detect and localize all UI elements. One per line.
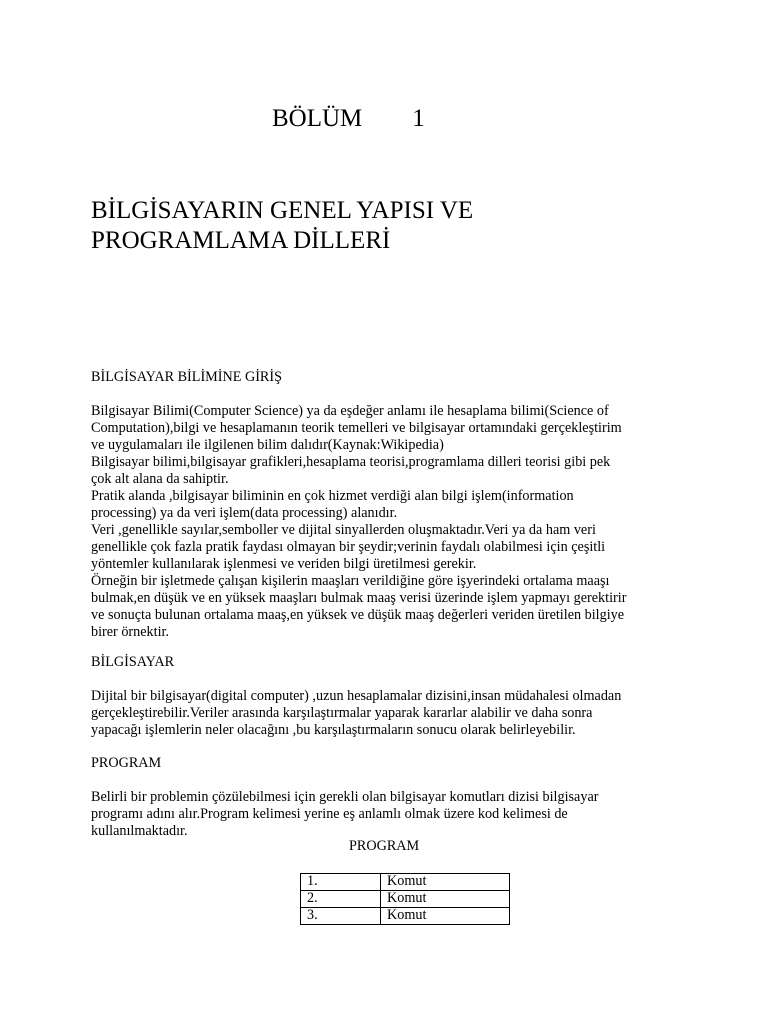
section-body-computer [91, 688, 691, 739]
text-line: processing) ya da veri işlem(data processing) alanıdır. [91, 505, 398, 521]
table-row [301, 908, 510, 925]
text-line: Örneğin bir işletmede çalışan kişilerin maaşları verildiğine göre işyerindeki ortalama maaşı [91, 573, 610, 589]
table-cell-step: 2. [301, 891, 381, 908]
program-table-title: PROGRAM [349, 838, 420, 854]
section-heading-computer: BİLGİSAYAR [91, 654, 175, 670]
title-line: PROGRAMLAMA DİLLERİ [91, 227, 391, 254]
text-line: ve sonuçta bulunan ortalama maaş,en yüksek ve düşük maaş değerleri veriden üretilen bilgiye [91, 607, 625, 623]
text-line: yapacağı işlemlerin neler olacağını ,bu karşılaştırmaların sonucu olarak belirleyebilir. [91, 722, 576, 738]
text-line: Veri ,genellikle sayılar,semboller ve dijital sinyallerden oluşmaktadır.Veri ya da ham veri [91, 522, 596, 538]
text-line: Computation),bilgi ve hesaplamanın teorik temelleri ve bilgisayar ortamındaki gerçekleştirim [91, 420, 622, 436]
section-heading-program: PROGRAM [91, 755, 162, 771]
text-line: Pratik alanda ,bilgisayar biliminin en çok hizmet verdiği alan bilgi işlem(information [91, 488, 574, 504]
text-line: Dijital bir bilgisayar(digital computer) ,uzun hesaplamalar dizisini,insan müdahalesi olmadan [91, 688, 622, 704]
text-line: çok alt alana da sahiptir. [91, 471, 229, 487]
section-body-program [91, 789, 691, 840]
table-cell-step: 3. [301, 908, 381, 925]
section-body-intro [91, 403, 691, 641]
text-line: bulmak,en düşük ve en yüksek maaşları bulmak maaş verisi üzerinde işlem yapmayı gerektirir [91, 590, 627, 606]
table-cell-command: Komut [381, 874, 510, 891]
text-line: programı adını alır.Program kelimesi yerine eş anlamlı olmak üzere kod kelimesi de [91, 806, 568, 822]
text-line: ve uygulamaları ile ilgilenen bilim dalıdır(Kaynak:Wikipedia) [91, 437, 444, 453]
text-line: kullanılmaktadır. [91, 823, 188, 839]
text-line: Bilgisayar bilimi,bilgisayar grafikleri,hesaplama teorisi,programlama dilleri teorisi gibi pek [91, 454, 611, 470]
table-row [301, 874, 510, 891]
section-heading-intro: BİLGİSAYAR BİLİMİNE GİRİŞ [91, 369, 283, 385]
text-line: yöntemler kullanılarak işlenmesi ve veriden bilgi üretilmesi gerekir. [91, 556, 477, 572]
text-line: birer örnektir. [91, 624, 170, 640]
program-table [300, 873, 510, 925]
text-line: Belirli bir problemin çözülebilmesi için gerekli olan bilgisayar komutları dizisi bilgisayar [91, 789, 599, 805]
title-line: BİLGİSAYARIN GENEL YAPISI VE [91, 197, 474, 224]
text-line: gerçekleştirebilir.Veriler arasında karşılaştırmalar yaparak kararlar alabilir ve daha sonra [91, 705, 593, 721]
document-title [91, 196, 651, 256]
text-line: genellikle çok fazla pratik faydası olmayan bir şeydir;verinin faydalı olabilmesi için çeşitli [91, 539, 606, 555]
table-cell-step: 1. [301, 874, 381, 891]
chapter-label: BÖLÜM [272, 105, 363, 132]
table-cell-command: Komut [381, 891, 510, 908]
table-cell-command: Komut [381, 908, 510, 925]
chapter-heading [272, 104, 425, 134]
chapter-number: 1 [412, 105, 425, 132]
text-line: Bilgisayar Bilimi(Computer Science) ya da eşdeğer anlamı ile hesaplama bilimi(Science of [91, 403, 609, 419]
table-row [301, 891, 510, 908]
